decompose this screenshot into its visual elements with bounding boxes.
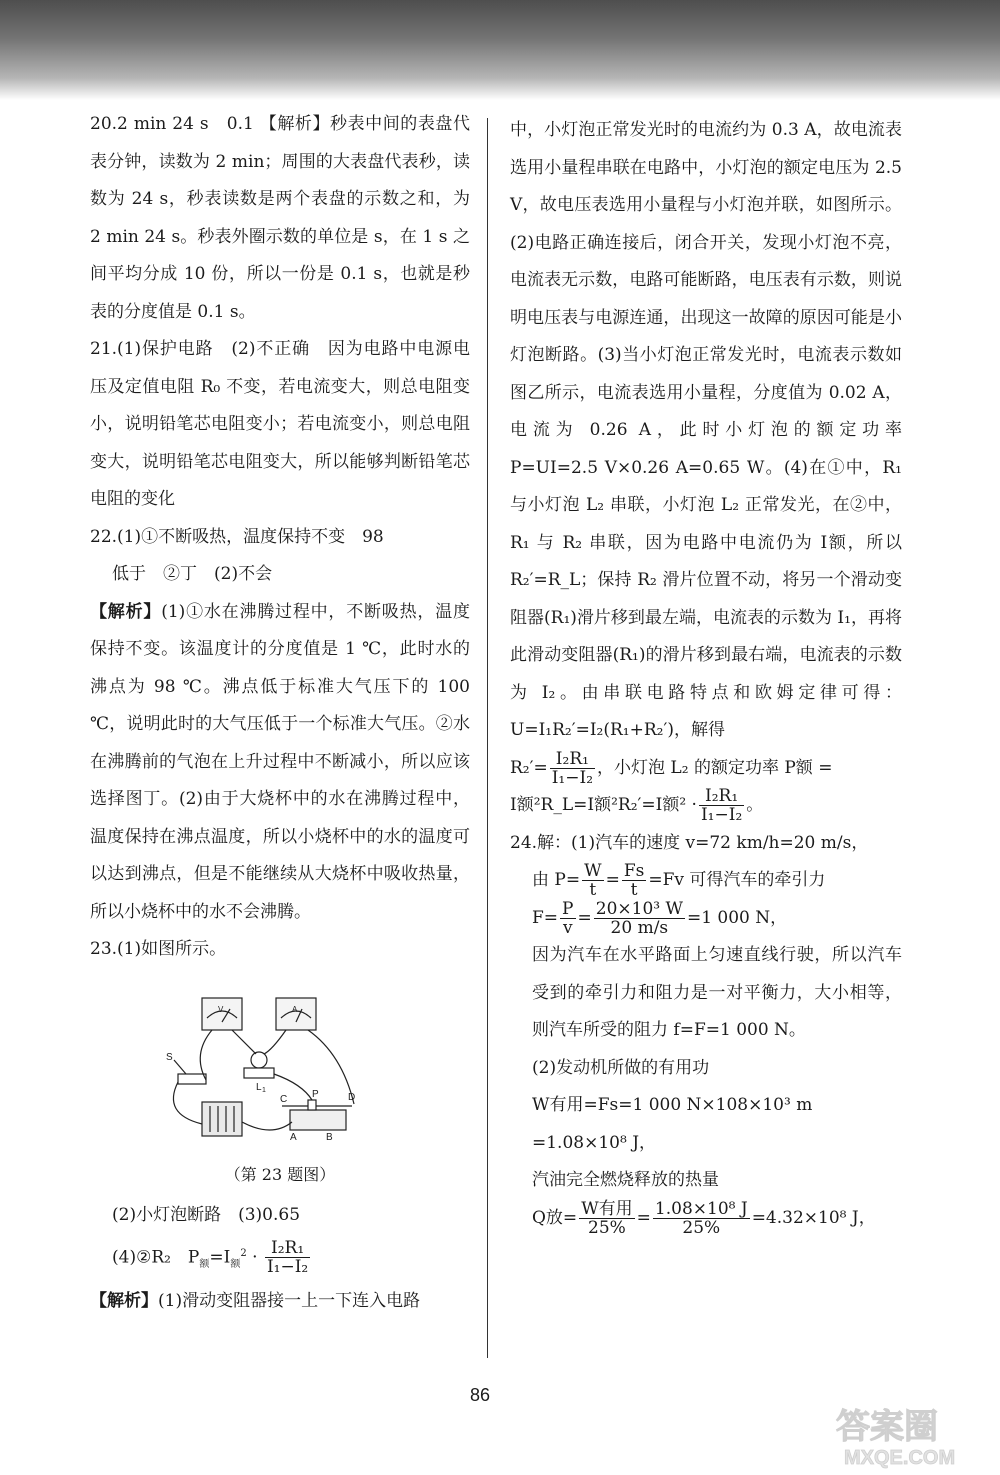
answer-q22-part2: 低于 ②丁 (2)不会: [112, 564, 273, 584]
formula-r2: R₂′= $\frac{\text{I₂R₁}}{\text{I₁−I₂}}$ ，小灯泡 L₂ 的额定功率 P额 =: [510, 748, 833, 788]
watermark-url: MXQE.COM: [844, 1447, 956, 1469]
formula-traction: 由 P= $\frac{W}{t}$ = $\frac{Fs}{t}$ =Fv 可得汽车的牵引力: [532, 861, 826, 900]
column-divider: [487, 118, 488, 1358]
answer-q24-heat-label: 汽油完全燃烧释放的热量: [532, 1170, 719, 1190]
page-number: 86: [470, 1385, 491, 1405]
answer-q20: 20.2 min 24 s 0.1 【解析】秒表中间的表盘代表分钟，读数为 2 min；周围的大表盘代表秒，读数为 24 s，秒表读数是两个表盘的示数之和，为 2 min 24 s。秒表外圈示数的单位是 s，在 1 s 之间平均分成 10 份，所以一份是 0.1 s，也就是秒表的分度值是 0.1 s。: [90, 114, 470, 322]
formula-force: F= $\frac{P}{v}$ = $\frac{\text{20×10³ W}}{20 m/s}$ =1 000 N，: [532, 898, 788, 938]
answer-q23-part3: (4)②R₂ $P_额=I_额^2$ · $\frac{\text{I₂R₁}}{\text{I₁−I₂}}$: [112, 1238, 309, 1278]
left-column-lower: [90, 1197, 470, 1321]
analysis-tag: 【解析】: [90, 1291, 158, 1312]
watermark-logo: [830, 1398, 990, 1470]
answer-q23-part1: 23.(1)如图所示。: [90, 939, 227, 959]
right-column: [510, 112, 902, 1237]
svg-text:D: D: [348, 1092, 356, 1103]
svg-text:1: 1: [262, 1087, 266, 1094]
formula-useful-work-result: =1.08×10⁸ J，: [532, 1132, 657, 1153]
analysis-q22: (1)①水在沸腾过程中，不断吸热，温度保持不变。该温度计的分度值是 1 ℃，此时水的沸点为 98 ℃。沸点低于标准大气压下的 100 ℃，说明此时的大气压低于一个标准大气压。②水在沸腾前的气泡在上升过程中不断减小，所以应该选择图丁。(2)由于大烧杯中的水在沸腾过程中，温度保持在沸点温度，所以小烧杯中的水的温度可以达到沸点，但是不能继续从大烧杯中吸收热量，所以小烧杯中的水不会沸腾。: [90, 601, 470, 922]
svg-text:A: A: [292, 1005, 298, 1014]
svg-text:C: C: [280, 1094, 288, 1105]
figure-caption: （第 23 题图）: [224, 1165, 336, 1184]
scan-top-shadow: [0, 0, 1000, 100]
formula-useful-work: W有用=Fs=1 000 N×108×10³ m: [532, 1095, 813, 1115]
svg-text:P: P: [312, 1089, 319, 1100]
answer-q24-balance: 因为汽车在水平路面上匀速直线行驶，所以汽车受到的牵引力和阻力是一对平衡力，大小相等，则汽车所受的阻力 f=F=1 000 N。: [532, 945, 902, 1040]
svg-text:B: B: [326, 1132, 333, 1142]
formula-heat: Q放= W有用 25% = $\frac{\text{1.08×10⁸ J}}{25\%}$ =4.32×10⁸ J，: [532, 1198, 876, 1238]
analysis-q23: (1)滑动变阻器接一上一下连入电路: [158, 1291, 421, 1312]
answer-q22-part1: 22.(1)①不断吸热，温度保持不变 98: [90, 526, 384, 547]
formula-power: I额²R_L=I额²R₂′=I额² · $\frac{\text{I₂R₁}}{\text{I₁−I₂}}$ 。: [510, 786, 764, 825]
answer-q21: 21.(1)保护电路 (2)不正确 因为电路中电源电压及定值电阻 R₀ 不变，若电流变大，则总电阻变小，说明铅笔芯电阻变小；若电流变小，则总电阻变大，说明铅笔芯电阻变大，所以能够判断铅笔芯电阻的变化: [90, 339, 470, 509]
watermark-title: 答案圈: [836, 1407, 938, 1447]
svg-text:A: A: [290, 1132, 297, 1142]
answer-q23-part2: (2)小灯泡断路 (3)0.65: [112, 1205, 301, 1225]
svg-text:L: L: [256, 1082, 262, 1093]
analysis-q23-continued: 中，小灯泡正常发光时的电流约为 0.3 A，故电流表选用小量程串联在电路中，小灯泡的额定电压为 2.5 V，故电压表选用小量程与小灯泡并联，如图所示。(2)电路正确连接后，闭合开关，发现小灯泡不亮，电流表无示数，电路可能断路，电压表有示数，则说明电压表与电源连通，出现这一故障的原因可能是小灯泡断路。(3)当小灯泡正常发光时，电流表示数如图乙所示，电流表选用小量程，分度值为 0.02 A，电流为 0.26 A，此时小灯泡的额定功率 P=UI=2.5 V×0.26 A=0.65 W。(4)在①中，R₁ 与小灯泡 L₂ 串联，小灯泡 L₂ 正常发光，在②中，R₁ 与 R₂ 串联，因为电路中电流仍为 I额，所以 R₂′=R_L；保持 R₂ 滑片位置不动，将另一个滑动变阻器(R₁)滑片移到最左端，电流表的示数为 I₁，再将此滑动变阻器(R₁)的滑片移到最右端，电流表的示数为 I₂。由串联电路特点和欧姆定律可得：U=I₁R₂′=I₂(R₁+R₂′)，解得: [510, 120, 902, 740]
left-column: [90, 106, 470, 969]
analysis-tag: 【解析】: [90, 601, 162, 622]
answer-q24-part2: (2)发动机所做的有用功: [532, 1057, 710, 1078]
svg-text:V: V: [218, 1005, 224, 1014]
answer-q24-line1: 24.解：(1)汽车的速度 v=72 km/h=20 m/s，: [510, 832, 869, 853]
svg-text:S: S: [166, 1052, 173, 1063]
circuit-figure: [152, 994, 362, 1142]
